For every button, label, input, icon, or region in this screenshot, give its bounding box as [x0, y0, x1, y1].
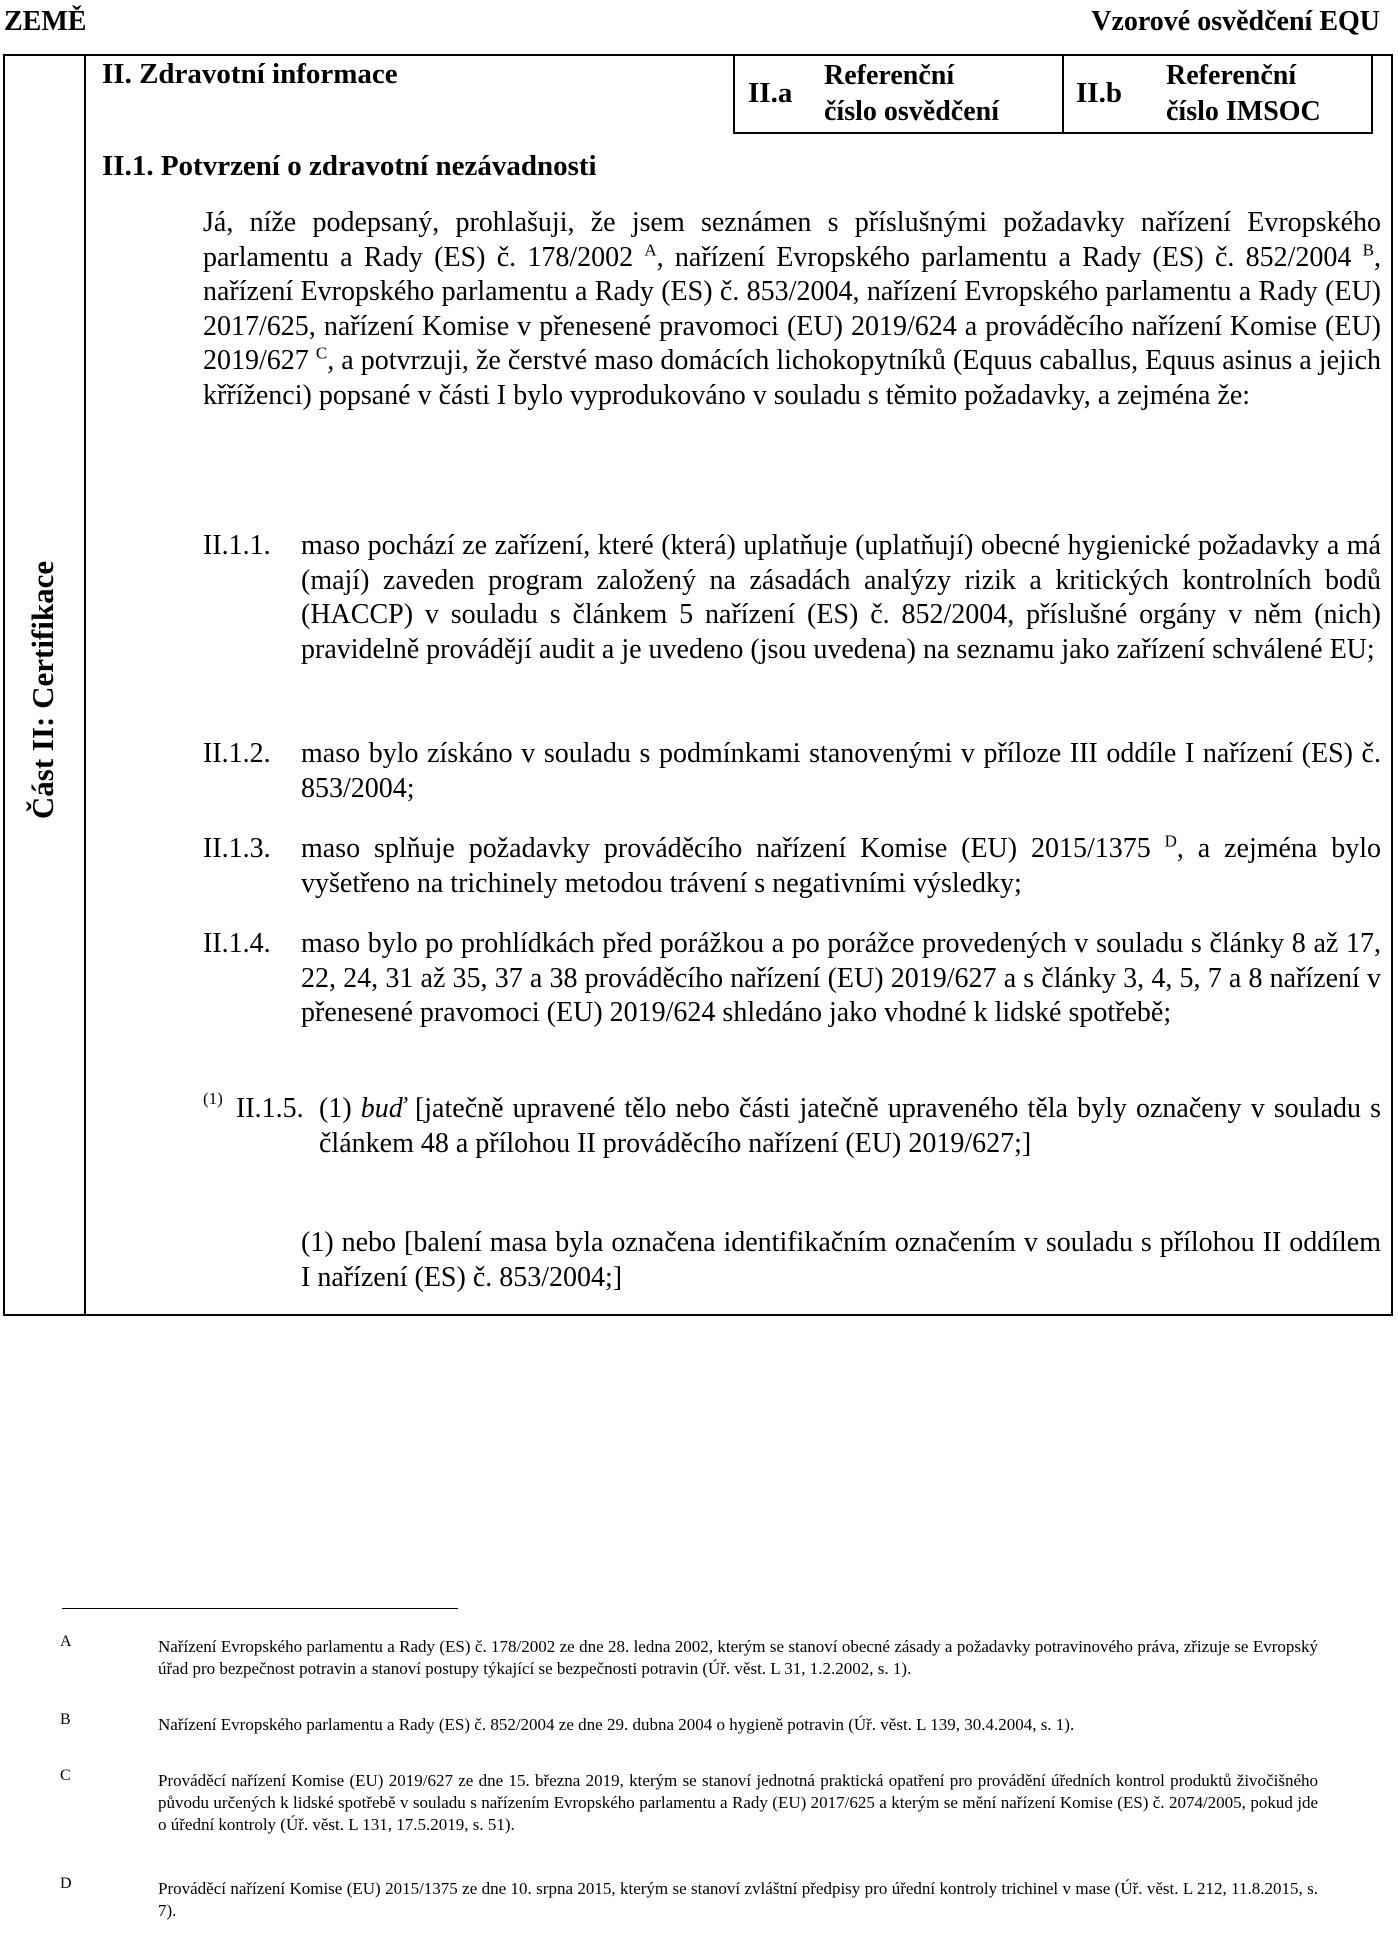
- footnote-marker: (1): [203, 1089, 223, 1108]
- option-2-text: (1) nebo [balení masa byla označena identifikačním označením v souladu s přílohou II oddílem I nařízení (ES) č. 853/2004;]: [301, 1227, 1381, 1293]
- footnote-letter-b: B: [60, 1711, 71, 1728]
- ref-a-label: [824, 58, 999, 130]
- item-number: II.1.1.: [203, 530, 271, 561]
- side-column-divider: [84, 54, 86, 1316]
- item-text: maso pochází ze zařízení, které (která) uplatňuje (uplatňují) obecné hygienické požadavky a má (mají) zaveden program založený na zásadách analýzy rizik a kritických kontrolních bodů (HACCP) v souladu s článkem 5 nařízení (ES) č. 852/2004, příslušné orgány v něm (nich) pravidelně provádějí audit a je uvedeno (jsou uvedena) na seznamu jako zařízení schválené EU;: [301, 530, 1381, 665]
- item-text: maso bylo získáno v souladu s podmínkami stanovenými v příloze III oddíle I nařízení (ES) č. 853/2004;: [301, 738, 1381, 804]
- footnote-letter-a: A: [60, 1633, 72, 1650]
- footnote-letter-d: D: [60, 1875, 72, 1892]
- item-text: maso splňuje požadavky prováděcího nařízení Komise (EU) 2015/1375 $^D$, a zejména bylo vyšetřeno na trichinely metodou trávení s negativními výsledky;: [301, 831, 1382, 899]
- subsection-title: II.1. Potvrzení o zdravotní nezávadnosti: [102, 150, 597, 182]
- ref-b-line2: číslo IMSOC: [1166, 96, 1321, 127]
- country-label: ZEMĚ: [4, 6, 87, 37]
- model-certificate-title: Vzorové osvědčení EQU: [1091, 6, 1380, 37]
- ref-a-line1: Referenční: [824, 60, 955, 91]
- item-text: maso bylo po prohlídkách před porážkou a po porážce provedených v souladu s články 8 až 17, 22, 24, 31 až 35, 37 a 38 prováděcího nařízení (EU) 2019/627 a s články 3, 4, 5, 7 a 8 nařízení v přenesené pravomoci (EU) 2019/624 shledáno jako vhodné k lidské spotřebě;: [301, 928, 1381, 1028]
- section-title: II. Zdravotní informace: [102, 58, 398, 90]
- part-label-text: Část II: Certifikace: [25, 560, 61, 820]
- footnote-d: Prováděcí nařízení Komise (EU) 2015/1375 ze dne 10. srpna 2015, kterým se stanoví zvláštní předpisy pro úřední kontroly trichinel v mase (Úř. věst. L 212, 11.8.2015, s. 7).: [158, 1879, 1318, 1920]
- item-number: II.1.3.: [203, 833, 271, 864]
- item-number: II.1.2.: [203, 738, 271, 769]
- part-label: [4, 540, 82, 840]
- footnote-separator: [62, 1608, 458, 1609]
- footnote-a: Nařízení Evropského parlamentu a Rady (ES) č. 178/2002 ze dne 28. ledna 2002, kterým se stanoví obecné zásady a požadavky potravinového práva, zřizuje se Evropský úřad pro bezpečnost potravin a stanoví postupy týkající se bezpečnosti potravin (Úř. věst. L 31, 1.2.2002, s. 1).: [158, 1637, 1318, 1678]
- intro-paragraph: Já, níže podepsaný, prohlašuji, že jsem seznámen s příslušnými požadavky nařízení Evropského parlamentu a Rady (ES) č. 178/2002 $^A$, nařízení Evropského parlamentu a Rady (ES) č. 852/2004 $^B$, nařízení Evropského parlamentu a Rady (ES) č. 853/2004, nařízení Evropského parlamentu a Rady (EU) 2017/625, nařízení Komise v přenesené pravomoci (EU) 2019/624 a prováděcího nařízení Komise (EU) 2019/627 $^C$, a potvrzuji, že čerstvé maso domácích lichokopytníků (Equus caballus, Equus asinus a jejich křříženci) popsané v části I bylo vyprodukováno v souladu s těmito požadavky, a zejména že:: [203, 207, 1382, 411]
- footnote-b: Nařízení Evropského parlamentu a Rady (ES) č. 852/2004 ze dne 29. dubna 2004 o hygieně potravin (Úř. věst. L 139, 30.4.2004, s. 1).: [158, 1715, 1075, 1734]
- ref-b-line1: Referenční: [1166, 60, 1297, 91]
- ref-b-label: [1166, 58, 1321, 130]
- footnote-letter-c: C: [60, 1767, 71, 1784]
- ref-a-line2: číslo osvědčení: [824, 96, 999, 127]
- ref-b-code: II.b: [1076, 77, 1122, 109]
- item-number: II.1.5.: [236, 1093, 304, 1124]
- option-1-text: (1) buď [jatečně upravené tělo nebo části jatečně upraveného těla byly označeny v souladu s článkem 48 a přílohou II prováděcího nařízení (EU) 2019/627;]: [319, 1093, 1382, 1159]
- footnote-c: Prováděcí nařízení Komise (EU) 2019/627 ze dne 15. března 2019, kterým se stanoví jednotná praktická opatření pro provádění úředních kontrol produktů živočišného původu určených k lidské spotřebě v souladu s nařízením Evropského parlamentu a Rady (EU) 2017/625 a kterým se mění nařízení Komise (ES) č. 2074/2005, pokud jde o úřední kontroly (Úř. věst. L 131, 17.5.2019, s. 51).: [158, 1771, 1318, 1834]
- item-number: II.1.4.: [203, 928, 271, 959]
- ref-a-code: II.a: [748, 77, 793, 109]
